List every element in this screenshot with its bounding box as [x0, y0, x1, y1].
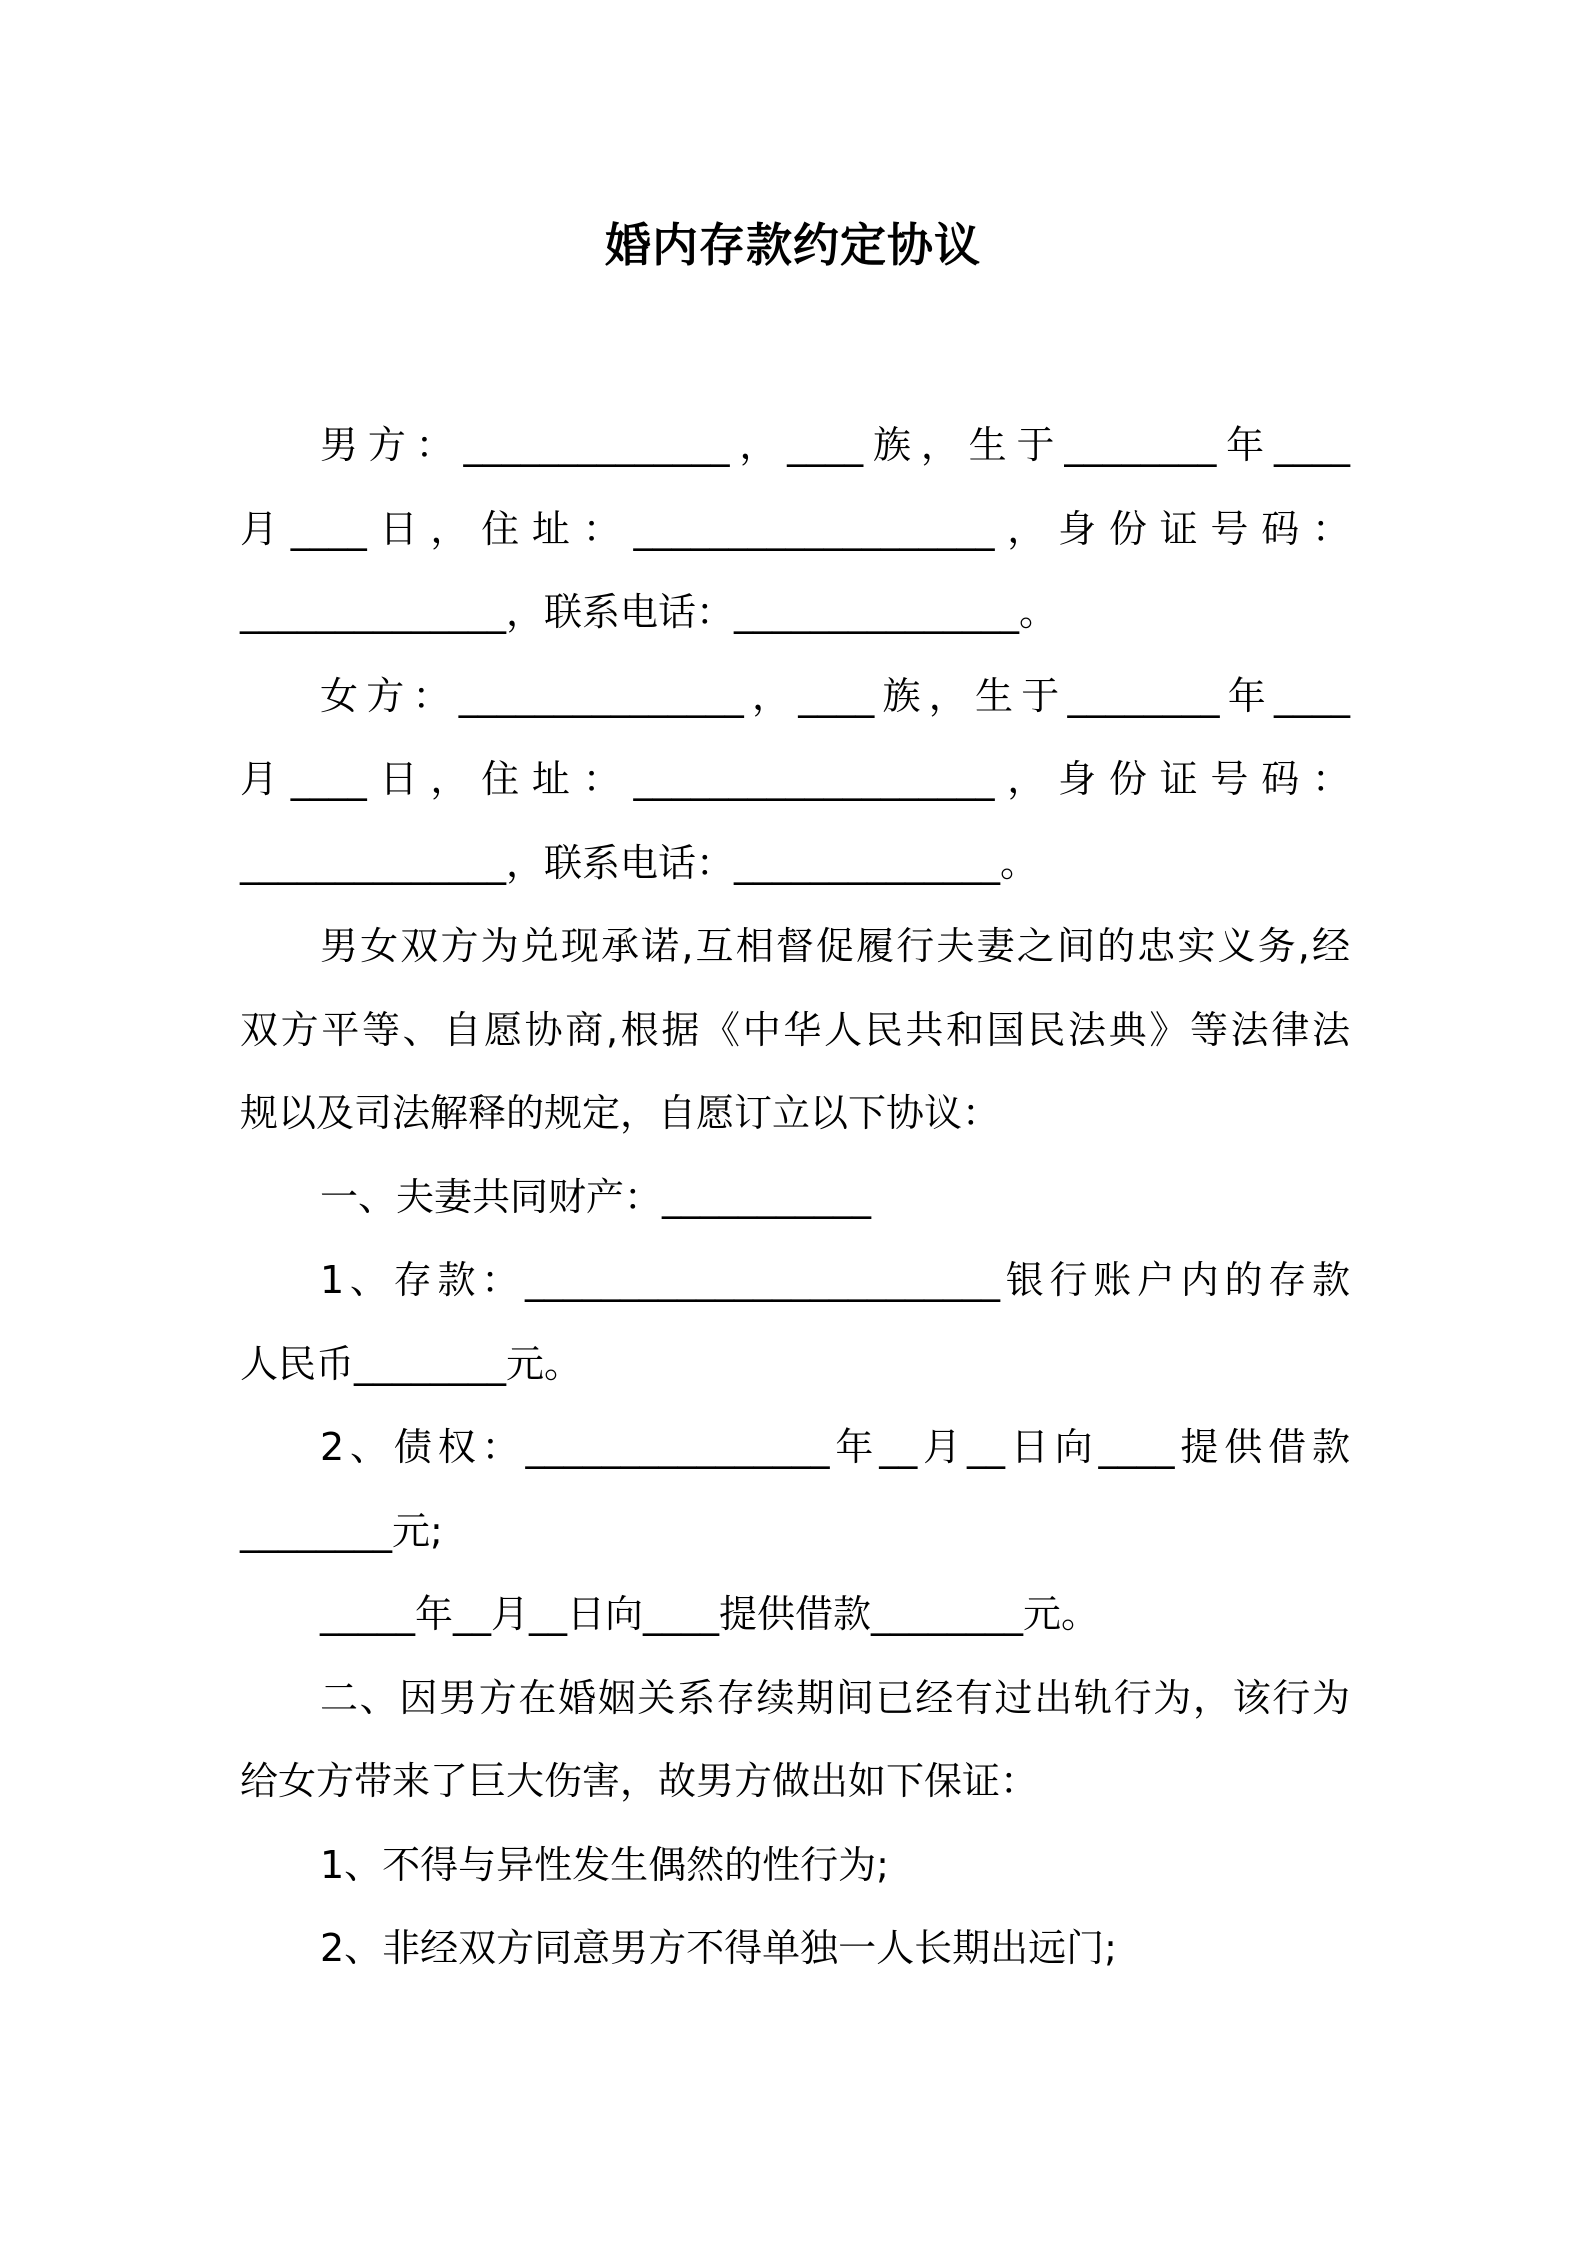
line-6: ______________，联系电话：______________。	[240, 840, 1039, 885]
line-15: _____年__月__日向____提供借款________元。	[320, 1592, 1100, 1636]
line-9: 规以及司法解释的规定，自愿订立以下协议：	[240, 1091, 1001, 1135]
line-12: 人民币________元。	[240, 1341, 583, 1386]
line-5: 月____日，住址：___________________，身份证号码：	[240, 757, 1350, 801]
line-7: 男女双方为兑现承诺,互相督促履行夫妻之间的忠实义务,经	[320, 924, 1350, 968]
line-14: ________元;	[240, 1508, 443, 1553]
line-18: 1、不得与异性发生偶然的性行为;	[320, 1842, 889, 1887]
line-16: 二、因男方在婚姻关系存续期间已经有过出轨行为，该行为	[320, 1675, 1350, 1720]
line-2: 月____日，住址：___________________，身份证号码：	[240, 506, 1350, 551]
line-4: 女方：_______________，____族，生于________年____	[320, 673, 1350, 718]
document-body	[240, 404, 1350, 1991]
line-3: ______________，联系电话：_______________。	[240, 590, 1058, 634]
line-13: 2、债权：________________年__月__日向____提供借款	[320, 1425, 1350, 1469]
line-19: 2、非经双方同意男方不得单独一人长期出远门;	[320, 1926, 1117, 1970]
line-17: 给女方带来了巨大伤害，故男方做出如下保证：	[240, 1759, 1039, 1803]
line-8: 双方平等、自愿协商,根据《中华人民共和国民法典》等法律法	[240, 1007, 1350, 1052]
line-11: 1、存款：_________________________银行账户内的存款	[320, 1258, 1350, 1302]
line-10: 一、夫妻共同财产：___________	[320, 1174, 872, 1219]
line-1: 男方：______________，____族，生于________年____	[320, 423, 1350, 467]
document-title: 婚内存款约定协议	[605, 218, 981, 272]
